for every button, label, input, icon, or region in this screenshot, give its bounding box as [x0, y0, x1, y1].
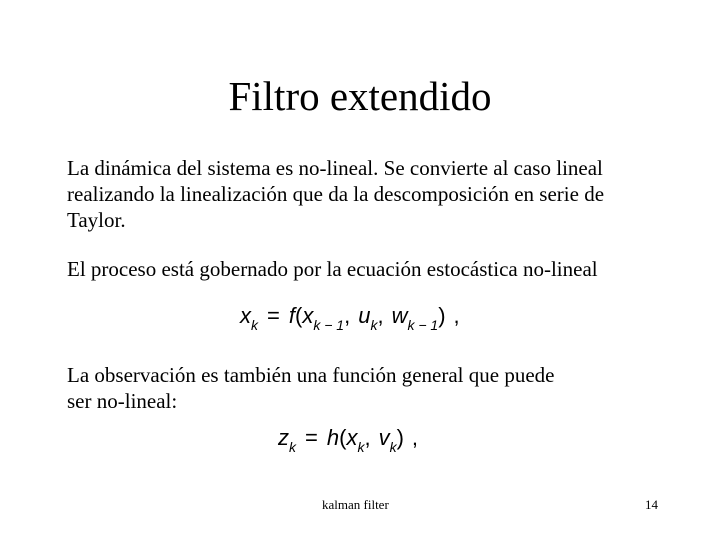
paragraph-line: El proceso está gobernado por la ecuación estocástica no-lineal: [67, 257, 598, 281]
eq-arg-input-subscript: k: [370, 317, 378, 333]
eq-open-paren: (: [339, 425, 347, 450]
eq-close-paren: ): [396, 425, 404, 450]
eq-trailing-comma: ,: [453, 303, 460, 328]
slide-title: Filtro extendido: [228, 73, 492, 119]
eq-arg-noise-subscript: k: [389, 439, 397, 455]
eq-arg-state: x: [346, 425, 358, 450]
eq-function: f: [288, 303, 295, 328]
paragraph-observation: [67, 362, 554, 414]
eq-lhs-subscript: k: [251, 317, 258, 333]
eq-arg-state: x: [302, 303, 314, 328]
eq-separator: ,: [364, 425, 371, 450]
eq-lhs-subscript: k: [289, 439, 296, 455]
paragraph-line: realizando la linealización que da la descomposición en serie de: [67, 182, 605, 206]
observation-equation: [278, 423, 418, 453]
eq-arg-state-subscript: k − 1: [313, 317, 345, 333]
eq-lhs: z: [278, 425, 289, 450]
eq-separator: ,: [344, 303, 351, 328]
paragraph-nonlinear-dynamics: [67, 155, 604, 233]
eq-lhs: x: [240, 303, 251, 328]
paragraph-process-equation: [67, 256, 598, 282]
process-equation: [240, 301, 460, 331]
eq-trailing-comma: ,: [411, 425, 419, 450]
eq-open-paren: (: [294, 303, 303, 328]
footer-text: kalman filter: [322, 497, 389, 512]
eq-arg-noise: v: [378, 425, 390, 450]
eq-arg-noise-subscript: k − 1: [407, 317, 439, 333]
eq-close-paren: ): [438, 303, 446, 328]
page-number: 14: [645, 497, 658, 512]
eq-function: h: [326, 425, 340, 450]
paragraph-line: La dinámica del sistema es no-lineal. Se convierte al caso lineal: [67, 156, 603, 180]
eq-arg-input: u: [358, 303, 371, 328]
eq-arg-state-subscript: k: [357, 439, 365, 455]
paragraph-line: ser no-lineal:: [67, 389, 178, 413]
eq-equals: =: [267, 303, 280, 328]
eq-equals: =: [305, 425, 318, 450]
paragraph-line: La observación es también una función general que puede: [67, 363, 555, 387]
paragraph-line: Taylor.: [67, 208, 126, 232]
eq-separator: ,: [377, 303, 384, 328]
eq-arg-noise: w: [391, 303, 408, 328]
